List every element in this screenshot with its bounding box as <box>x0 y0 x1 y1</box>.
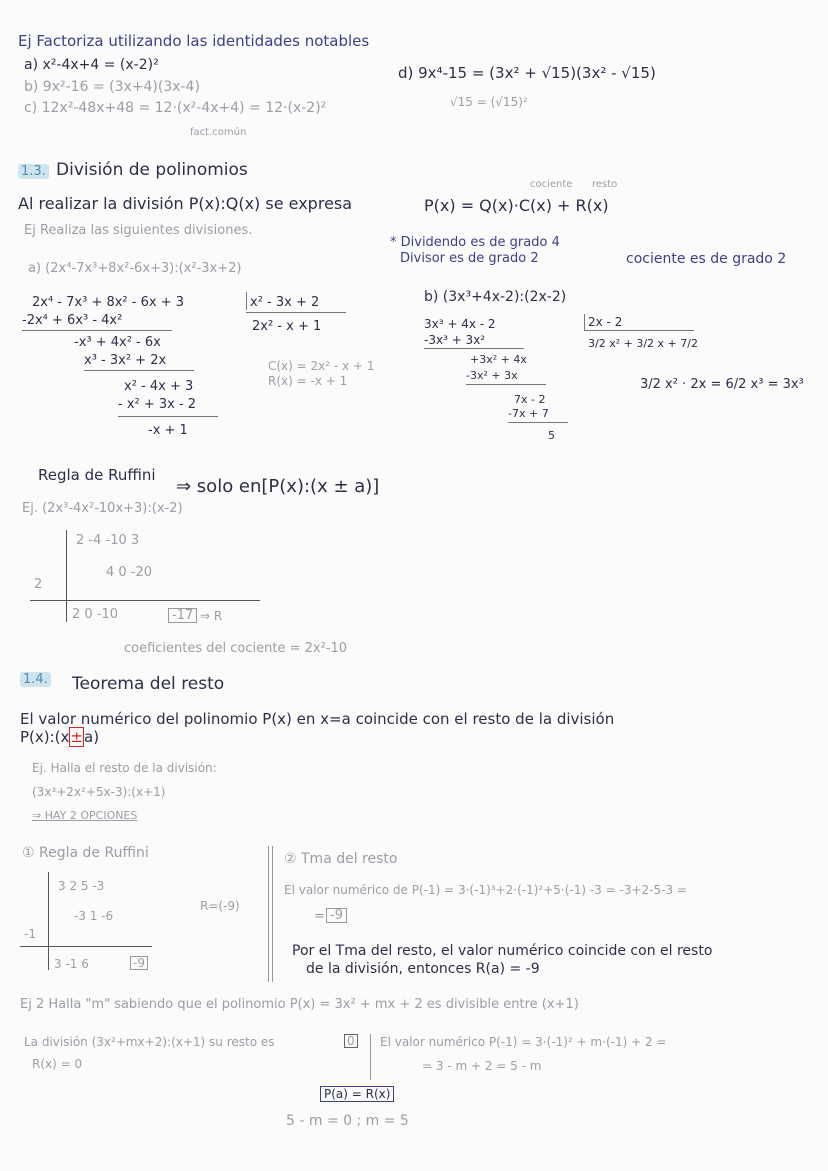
division-task: Ej Realiza las siguientes divisiones. <box>24 223 253 238</box>
teorema-task: Ej. Halla el resto de la división: <box>32 761 217 775</box>
division-b-line: 7x - 2 <box>514 393 546 406</box>
division-b-quotient: 3/2 x² + 3/2 x + 7/2 <box>588 337 698 350</box>
factor-d: d) 9x⁴-15 = (3x² + √15)(3x² - √15) <box>398 64 656 82</box>
ej2-valor-numerico: El valor numérico P(-1) = 3·(-1)² + m·(-1) + 2 = <box>380 1035 667 1049</box>
division-a-line: -x³ + 4x² - 6x <box>74 335 161 350</box>
division-a-line: x³ - 3x² + 2x <box>84 353 167 368</box>
option-2-title: ② Tma del resto <box>284 851 398 867</box>
teorema-options: ⇒ HAY 2 OPCIONES <box>32 809 138 822</box>
factor-b: b) 9x²-16 = (3x+4)(3x-4) <box>24 79 200 95</box>
teorema-sign: ± <box>70 728 83 746</box>
ruffini-row-coefs: 2 -4 -10 3 <box>76 533 140 548</box>
division-a-line: 2x⁴ - 7x³ + 8x² - 6x + 3 <box>32 295 184 310</box>
resto-ruffini-row-products: -3 1 -6 <box>74 909 114 923</box>
division-b-heading: b) (3x³+4x-2):(2x-2) <box>424 289 567 305</box>
valor-numerico: El valor numérico de P(-1) = 3·(-1)³+2·(-1)²+5·(-1) -3 = -3+2-5-3 = <box>284 883 687 897</box>
ej2-valor-numerico-2: = 3 - m + 2 = 5 - m <box>422 1059 542 1073</box>
division-b-remainder: 5 <box>548 429 555 442</box>
ruffini-row-products: 4 0 -20 <box>106 565 153 580</box>
note-divisor: Divisor es de grado 2 <box>400 251 539 266</box>
resto-ruffini-remainder: -9 <box>130 956 148 970</box>
ej2-rx: R(x) = 0 <box>32 1057 83 1071</box>
ej2-heading: Ej 2 Halla "m" sabiendo que el polinomio P(x) = 3x² + mx + 2 es divisible entre (x+1) <box>20 997 579 1012</box>
label-resto: resto <box>592 179 618 190</box>
ej2-division: La división (3x²+mx+2):(x+1) su resto es <box>24 1035 275 1049</box>
division-b-note: 3/2 x² · 2x = 6/2 x³ = 3x³ <box>640 377 804 392</box>
teorema-expr: P(x):(x <box>20 728 70 746</box>
ej2-zero: 0 <box>344 1034 358 1048</box>
ruffini-rule: ⇒ solo en[P(x):(x ± a)] <box>176 476 380 497</box>
section-title-division: División de polinomios <box>56 160 248 180</box>
division-a-r: R(x) = -x + 1 <box>268 374 348 388</box>
division-a-heading: a) (2x⁴-7x³+8x²-6x+3):(x²-3x+2) <box>28 261 242 276</box>
factor-d-note: √15 = (√15)² <box>450 95 528 109</box>
division-a-divisor: x² - 3x + 2 <box>250 295 320 310</box>
division-formula: P(x) = Q(x)·C(x) + R(x) <box>424 196 609 215</box>
ruffini-example: Ej. (2x³-4x²-10x+3):(x-2) <box>22 501 183 516</box>
note-quotient: cociente es de grado 2 <box>626 251 787 267</box>
division-b-line: -7x + 7 <box>508 407 549 420</box>
division-b-line: +3x² + 4x <box>470 353 527 366</box>
section-number-1-4: 1.4. <box>20 672 51 687</box>
conclusion-1: Por el Tma del resto, el valor numérico coincide con el resto <box>292 943 713 959</box>
note-dividend: * Dividendo es de grado 4 <box>390 235 560 250</box>
resto-ruffini-row-result: 3 -1 6 <box>54 957 89 971</box>
ej2-final: 5 - m = 0 ; m = 5 <box>286 1113 409 1129</box>
label-cociente: cociente <box>530 179 573 190</box>
option-1-title: ① Regla de Ruffini <box>22 845 149 861</box>
ruffini-note: coeficientes del cociente = 2x²-10 <box>124 641 348 656</box>
division-b-line: -3x³ + 3x² <box>424 333 486 347</box>
ruffini-r-arrow: ⇒ R <box>200 609 223 623</box>
division-a-remainder: -x + 1 <box>148 423 188 438</box>
division-b-line: 3x³ + 4x - 2 <box>424 317 496 331</box>
division-a-line: -2x⁴ + 6x³ - 4x² <box>22 313 123 328</box>
conclusion-2: de la división, entonces R(a) = -9 <box>306 961 540 977</box>
ruffini-title: Regla de Ruffini <box>38 466 156 484</box>
factor-c: c) 12x²-48x+48 = 12·(x²-4x+4) = 12·(x-2)² <box>24 100 327 116</box>
division-intro: Al realizar la división P(x):Q(x) se expresa <box>18 194 353 213</box>
ruffini-remainder: -17 <box>168 608 197 623</box>
teorema-statement: El valor numérico del polinomio P(x) en x=a coincide con el resto de la división <box>20 710 615 728</box>
resto-ruffini-a: -1 <box>24 927 36 941</box>
division-a-c: C(x) = 2x² - x + 1 <box>268 359 375 373</box>
valor-numerico-equals: = <box>314 909 325 924</box>
division-a-line: x² - 4x + 3 <box>124 379 194 394</box>
ej2-box: P(a) = R(x) <box>320 1086 394 1102</box>
teorema-expression: (3x³+2x²+5x-3):(x+1) <box>32 785 166 799</box>
valor-numerico-result: -9 <box>326 908 347 923</box>
resto-ruffini-result: R=(-9) <box>200 899 240 913</box>
teorema-statement-2 <box>20 730 99 745</box>
resto-ruffini-row-coefs: 3 2 5 -3 <box>58 879 105 893</box>
section-number-1-3: 1.3. <box>18 164 49 179</box>
division-a-quotient: 2x² - x + 1 <box>252 319 322 334</box>
factor-a: a) x²-4x+4 = (x-2)² <box>24 57 159 73</box>
division-b-line: -3x² + 3x <box>466 369 518 382</box>
division-a-line: - x² + 3x - 2 <box>118 397 197 412</box>
factor-heading: Ej Factoriza utilizando las identidades notables <box>18 32 370 50</box>
section-title-teorema: Teorema del resto <box>72 674 225 694</box>
teorema-expr-end: a) <box>84 728 100 746</box>
ruffini-a: 2 <box>34 577 43 592</box>
factor-c-note: fact.común <box>190 127 247 138</box>
ruffini-row-result: 2 0 -10 <box>72 607 119 622</box>
division-b-divisor: 2x - 2 <box>588 315 623 329</box>
